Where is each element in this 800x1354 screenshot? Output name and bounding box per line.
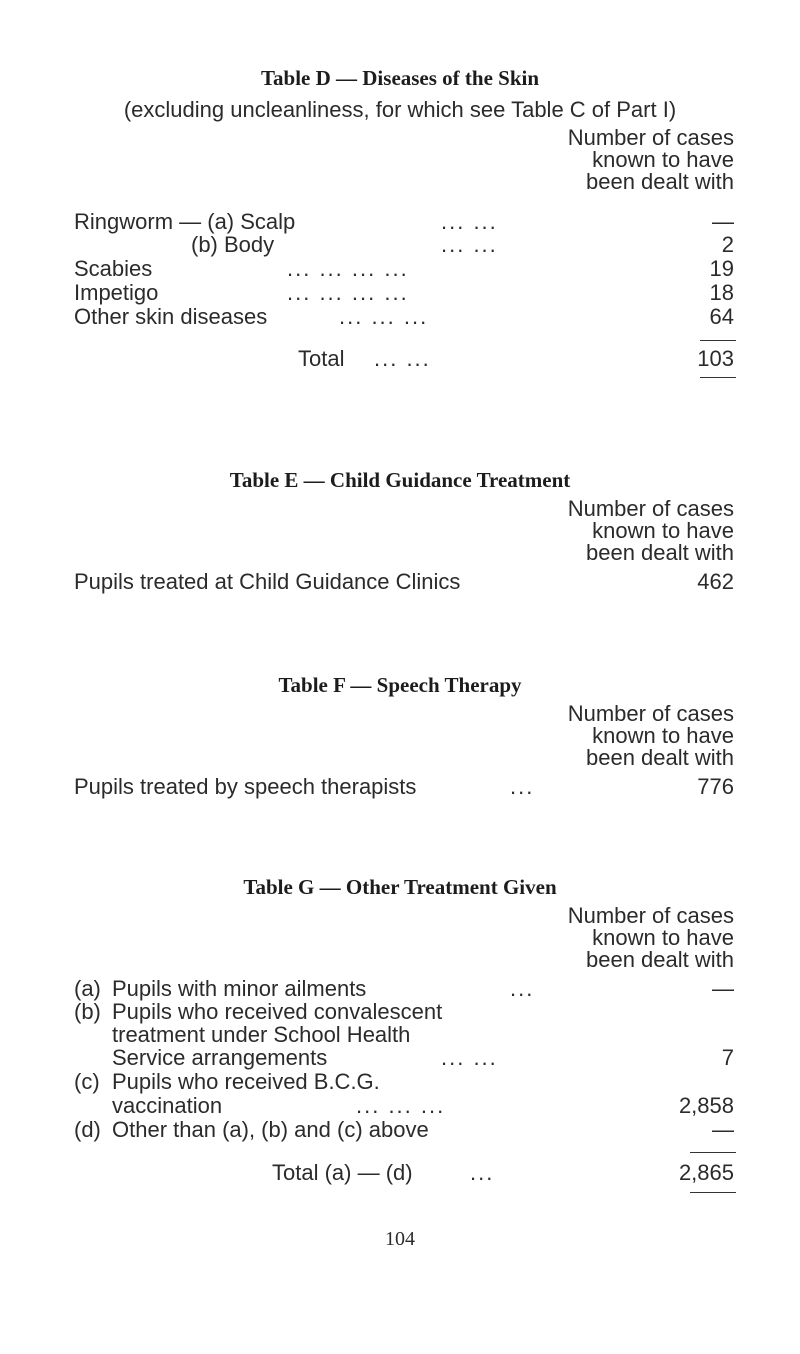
leader-dots: ... ... ... — [339, 304, 429, 329]
table-d-column-header: Number of cases known to have been dealt with — [567, 125, 734, 194]
leader-dots: ... — [510, 774, 535, 799]
table-g-row-label: treatment under School Health — [112, 1022, 411, 1047]
table-d-row-value: — — [712, 209, 734, 234]
sum-rule — [700, 340, 736, 341]
table-d-row-label: Impetigo — [74, 280, 159, 305]
table-g-row-label: vaccination — [112, 1093, 223, 1118]
table-e-column-header: Number of cases known to have been dealt with — [567, 496, 734, 565]
table-g-row-label: Pupils who received convalescent — [112, 999, 443, 1024]
table-d-row-label: (b) Body — [191, 232, 275, 257]
table-f-title: Table F — Speech Therapy — [278, 673, 522, 697]
table-g-row-label: Other than (a), (b) and (c) above — [112, 1117, 429, 1142]
table-g-row-letter: (a) — [74, 976, 101, 1001]
table-d-subtitle: (excluding uncleanliness, for which see Table C of Part I) — [123, 97, 677, 122]
table-d-row-label: Scabies — [74, 256, 153, 281]
leader-dots: ... ... — [374, 346, 431, 371]
leader-dots: ... ... — [441, 209, 498, 234]
table-g-row-letter: (b) — [74, 999, 101, 1024]
table-d-total-value: 103 — [697, 346, 734, 371]
table-e-title: Table E — Child Guidance Treatment — [229, 468, 571, 492]
page-number: 104 — [385, 1228, 415, 1250]
table-d-title: Table D — Diseases of the Skin — [260, 66, 540, 90]
table-g-row-label: Service arrangements — [112, 1045, 328, 1070]
table-d-row-value: 18 — [709, 280, 734, 305]
table-g-row-label: Pupils with minor ailments — [112, 976, 367, 1001]
sum-rule — [690, 1152, 736, 1153]
leader-dots: ... — [510, 976, 535, 1001]
table-d-row-value: 64 — [709, 304, 734, 329]
table-g-row-value: — — [712, 1117, 734, 1142]
table-g-total-label: Total (a) — (d) — [272, 1160, 413, 1185]
table-g-row-letter: (d) — [74, 1117, 101, 1142]
table-d-total-label: Total — [298, 346, 345, 371]
table-g-column-header: Number of cases known to have been dealt with — [567, 903, 734, 972]
leader-dots: ... — [470, 1160, 495, 1185]
table-g-row-value: — — [712, 976, 734, 1001]
leader-dots: ... ... ... ... — [287, 256, 409, 281]
table-f-column-header: Number of cases known to have been dealt with — [567, 701, 734, 770]
leader-dots: ... ... — [441, 232, 498, 257]
table-g-total-value: 2,865 — [678, 1160, 734, 1185]
table-f-row-label: Pupils treated by speech therapists — [74, 774, 417, 799]
leader-dots: ... ... ... — [356, 1093, 446, 1118]
table-g-row-label: Pupils who received B.C.G. — [112, 1069, 380, 1094]
leader-dots: ... ... ... ... — [287, 280, 409, 305]
total-rule — [700, 377, 736, 378]
table-d-row-label: Ringworm — (a) Scalp — [74, 209, 296, 234]
table-g-row-value: 7 — [721, 1045, 734, 1070]
leader-dots: ... ... — [441, 1045, 498, 1070]
table-e-row-value: 462 — [697, 569, 734, 594]
table-g-title: Table G — Other Treatment Given — [243, 875, 557, 899]
table-g-row-value: 2,858 — [678, 1093, 734, 1118]
table-d-row-label: Other skin diseases — [74, 304, 268, 329]
total-rule — [690, 1192, 736, 1193]
table-d-row-value: 19 — [709, 256, 734, 281]
table-e-row-label: Pupils treated at Child Guidance Clinics — [74, 569, 461, 594]
table-d-row-value: 2 — [721, 232, 734, 257]
table-f-row-value: 776 — [697, 774, 734, 799]
table-g-row-letter: (c) — [74, 1069, 100, 1094]
